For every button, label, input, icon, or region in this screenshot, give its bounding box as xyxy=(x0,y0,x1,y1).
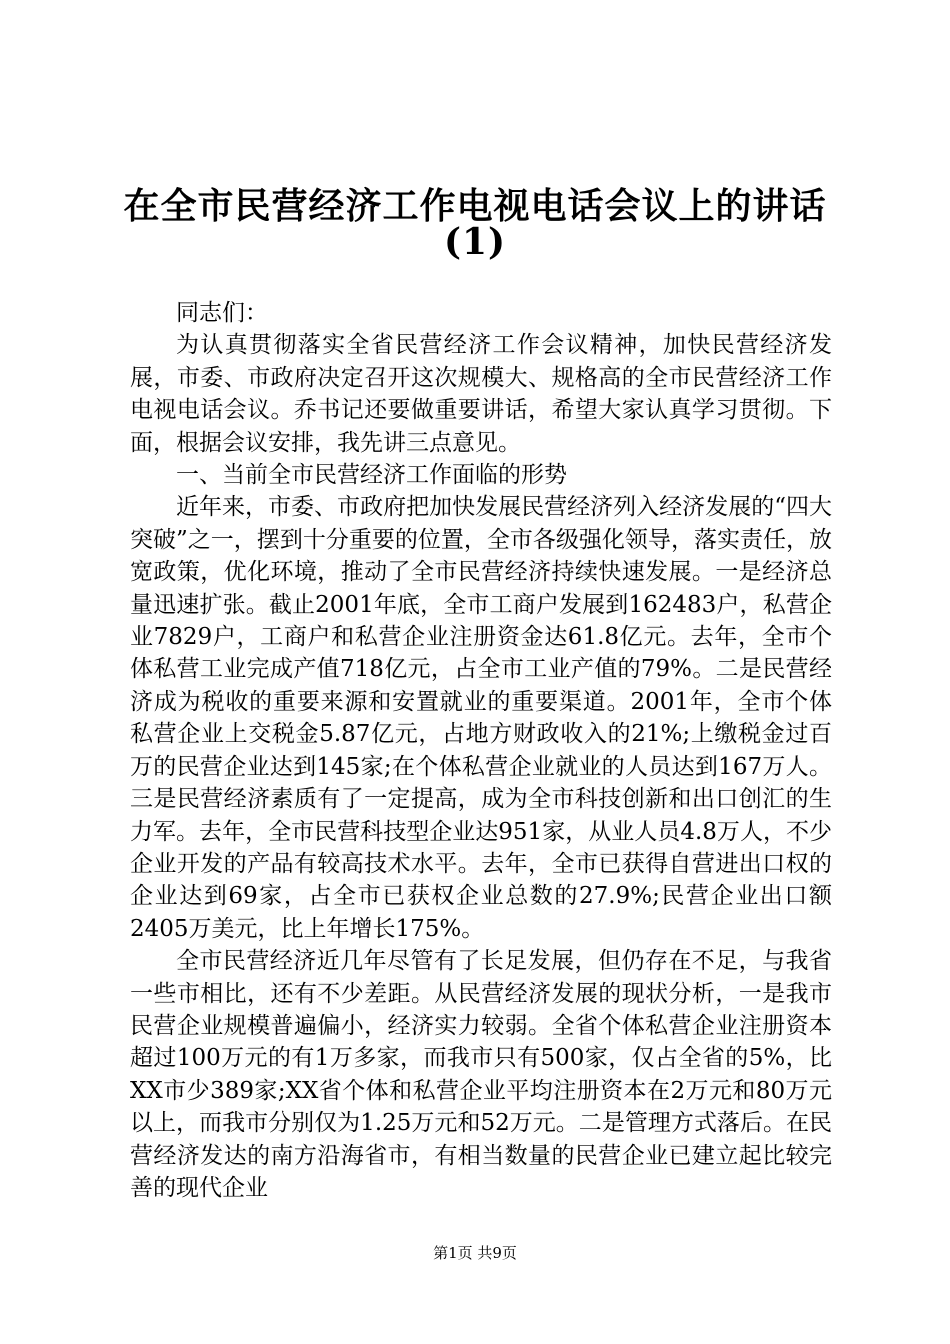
body-paragraph: 全市民营经济近几年尽管有了长足发展，但仍存在不足，与我省一些市相比，还有不少差距。从民营经济发展的现状分析，一是我市民营企业规模普遍偏小，经济实力较弱。全省个体私营企业注册资本超过100万元的有1万多家，而我市只有500家，仅占全省的5%，比XX市少389家;XX省个体和私营企业平均注册资本在2万元和80万元以上，而我市分别仅为1.25万元和52万元。二是管理方式落后。在民营经济发达的南方沿海省市，有相当数量的民营企业已建立起比较完善的现代企业 xyxy=(130,948,832,1201)
page-footer: 第1页 共9页 xyxy=(433,1244,517,1262)
body-paragraph: 近年来，市委、市政府把加快发展民营经济列入经济发展的“四大突破”之一，摆到十分重要的位置，全市各级强化领导，落实责任，放宽政策，优化环境，推动了全市民营经济持续快速发展。一是经济总量迅速扩张。截止2001年底，全市工商户发展到162483户，私营企业7829户，工商户和私营企业注册资金达61.8亿元。去年，全市个体私营工业完成产值718亿元，占全市工业产值的79%。二是民营经济成为税收的重要来源和安置就业的重要渠道。2001年，全市个体私营企业上交税金5.87亿元，占地方财政收入的21%;上缴税金过百万的民营企业达到145家;在个体私营企业就业的人员达到167万人。三是民营经济素质有了一定提高，成为全市科技创新和出口创汇的生力军。去年，全市民营科技型企业达951家，从业人员4.8万人，不少企业开发的产品有较高技术水平。去年，全市已获得自营进出口权的企业达到69家，占全市已获权企业总数的27.9%;民营企业出口额2405万美元，比上年增长175%。 xyxy=(130,494,832,942)
section-heading: 一、当前全市民营经济工作面临的形势 xyxy=(176,462,567,489)
document-body xyxy=(130,297,832,1204)
body-paragraph: 为认真贯彻落实全省民营经济工作会议精神，加快民营经济发展，市委、市政府决定召开这次规模大、规格高的全市民营经济工作电视电话会议。乔书记还要做重要讲话，希望大家认真学习贯彻。下面，根据会议安排，我先讲三点意见。 xyxy=(130,332,832,456)
document-title-suffix: (1) xyxy=(443,221,507,263)
salutation: 同志们： xyxy=(176,300,268,326)
document-title: 在全市民营经济工作电视电话会议上的讲话 xyxy=(123,185,827,227)
